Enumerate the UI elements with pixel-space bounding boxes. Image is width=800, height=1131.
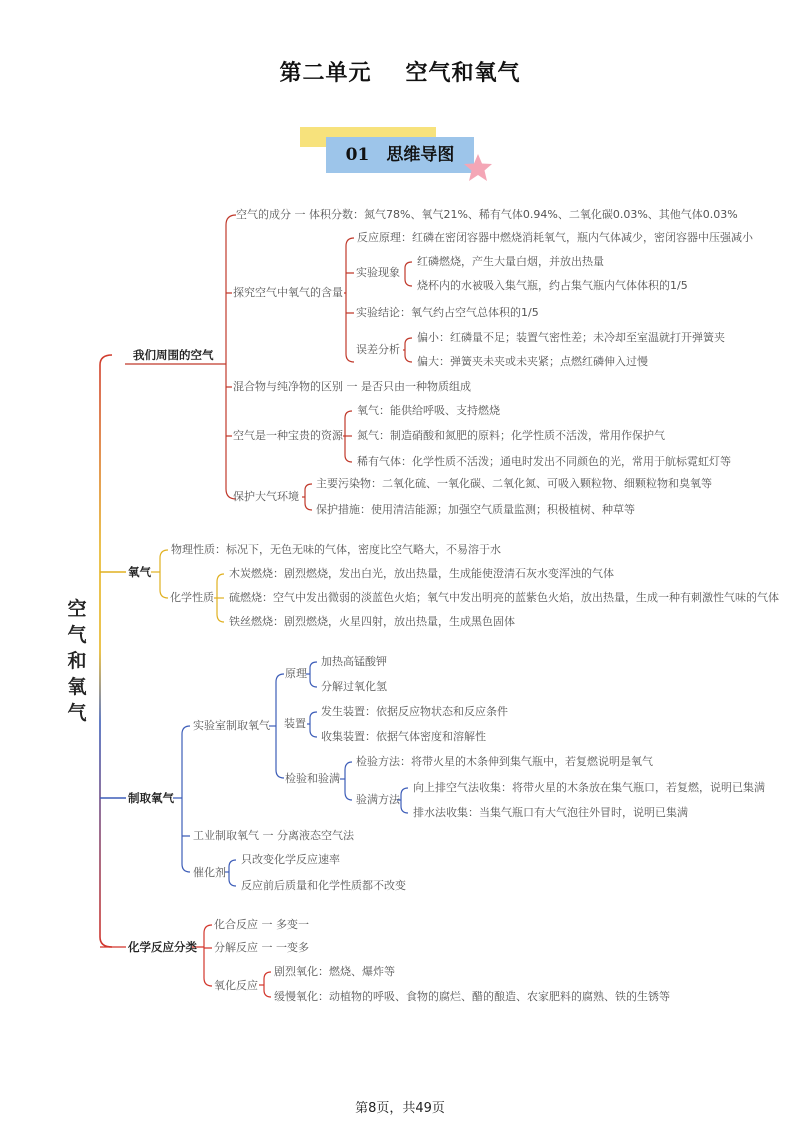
node-resource: 空气是一种宝贵的资源 <box>233 429 343 442</box>
node-combination: 化合反应 一 多变一 <box>214 918 309 931</box>
node-air-composition: 空气的成分 一 体积分数：氮气78%、氧气21%、稀有气体0.94%、二氧化碳0.03%、其他气体0.03% <box>236 208 738 221</box>
node-physical-property: 物理性质：标况下，无色无味的气体，密度比空气略大，不易溶于水 <box>171 543 501 556</box>
node-error-high: 偏大：弹簧夹未夹或未夹紧；点燃红磷伸入过慢 <box>417 355 648 368</box>
node-full-method: 验满方法 <box>356 793 400 806</box>
node-principle: 原理 <box>285 667 307 680</box>
node-device: 装置 <box>284 717 306 730</box>
node-decompose-h2o2: 分解过氧化氢 <box>321 680 387 693</box>
node-resource-oxygen: 氧气：能供给呼吸、支持燃烧 <box>357 404 500 417</box>
page-footer: 第8页，共49页 <box>355 1101 445 1116</box>
branch-oxygen: 氧气 <box>128 565 151 579</box>
node-chemical-property: 化学性质 <box>170 591 214 604</box>
node-industrial-preparation: 工业制取氧气 一 分离液态空气法 <box>193 829 354 842</box>
node-measures: 保护措施：使用清洁能源；加强空气质量监测；积极植树、种草等 <box>316 503 635 516</box>
unit-number: 第二单元 <box>279 61 372 86</box>
node-violent-oxidation: 剧烈氧化：燃烧、爆炸等 <box>274 965 395 978</box>
node-catalyst: 催化剂 <box>193 866 226 879</box>
unit-name: 空气和氧气 <box>405 61 521 86</box>
node-lab-preparation: 实验室制取氧气 <box>193 719 270 732</box>
root-char: 气 <box>67 702 87 724</box>
branch-prepare-oxygen: 制取氧气 <box>128 791 174 805</box>
node-decomposition: 分解反应 一 一变多 <box>214 941 309 954</box>
root-char: 和 <box>67 650 87 672</box>
node-check-method: 检验方法：将带火星的木条伸到集气瓶中，若复燃说明是氧气 <box>356 755 653 768</box>
mindmap-root <box>62 596 92 726</box>
node-check-and-full: 检验和验满 <box>285 772 340 785</box>
node-slow-oxidation: 缓慢氧化：动植物的呼吸、食物的腐烂、醋的酿造、农家肥料的腐熟、铁的生锈等 <box>274 990 670 1003</box>
node-reaction-principle: 反应原理：红磷在密闭容器中燃烧消耗氧气，瓶内气体减少，密闭容器中压强减小 <box>357 231 753 244</box>
node-collection-device: 收集装置：依据气体密度和溶解性 <box>321 730 486 743</box>
node-explore-oxygen: 探究空气中氧气的含量 <box>233 286 343 299</box>
node-error-low: 偏小：红磷量不足；装置气密性差；未冷却至室温就打开弹簧夹 <box>417 331 725 344</box>
node-error-analysis: 误差分析 <box>356 343 400 356</box>
node-oxidation: 氧化反应 <box>214 979 258 992</box>
node-catalyst-rate: 只改变化学反应速率 <box>241 853 340 866</box>
node-resource-nitrogen: 氮气：制造硝酸和氮肥的原料；化学性质不活泼，常用作保护气 <box>357 429 665 442</box>
node-charcoal-burning: 木炭燃烧：剧烈燃烧，发出白光，放出热量，生成能使澄清石灰水变浑浊的气体 <box>229 567 614 580</box>
node-phenomena: 实验现象 <box>356 266 400 279</box>
node-catalyst-unchanged: 反应前后质量和化学性质都不改变 <box>241 879 406 892</box>
node-mixture: 混合物与纯净物的区别 一 是否只由一种物质组成 <box>233 380 471 393</box>
node-phenomenon-1: 红磷燃烧，产生大量白烟，并放出热量 <box>417 255 604 268</box>
branch-reaction-types: 化学反应分类 <box>128 940 197 954</box>
root-char: 空 <box>67 598 87 620</box>
node-upward-air-collection: 向上排空气法收集：将带火星的木条放在集气瓶口，若复燃，说明已集满 <box>413 781 765 794</box>
node-sulfur-burning: 硫燃烧：空气中发出微弱的淡蓝色火焰；氧气中发出明亮的蓝紫色火焰，放出热量，生成一种有刺激性气味的气体 <box>229 591 779 604</box>
branch-surrounding-air: 我们周围的空气 <box>133 348 214 362</box>
root-char: 气 <box>67 624 87 646</box>
node-generator-device: 发生装置：依据反应物状态和反应条件 <box>321 705 508 718</box>
node-protect: 保护大气环境 <box>233 490 299 503</box>
node-iron-burning: 铁丝燃烧：剧烈燃烧，火星四射，放出热量，生成黑色固体 <box>229 615 515 628</box>
node-resource-noble-gas: 稀有气体：化学性质不活泼；通电时发出不同颜色的光，常用于航标霓虹灯等 <box>357 455 731 468</box>
node-conclusion: 实验结论：氧气约占空气总体积的1/5 <box>356 306 539 319</box>
node-pollutants: 主要污染物：二氧化硫、一氧化碳、二氧化氮、可吸入颗粒物、细颗粒物和臭氧等 <box>316 477 712 490</box>
node-phenomenon-2: 烧杯内的水被吸入集气瓶，约占集气瓶内气体体积的1/5 <box>417 279 688 292</box>
section-banner: 01 思维导图 <box>345 145 455 165</box>
root-char: 氧 <box>67 676 87 698</box>
node-water-collection: 排水法收集：当集气瓶口有大气泡往外冒时，说明已集满 <box>413 806 688 819</box>
node-heat-kmno4: 加热高锰酸钾 <box>321 655 387 668</box>
